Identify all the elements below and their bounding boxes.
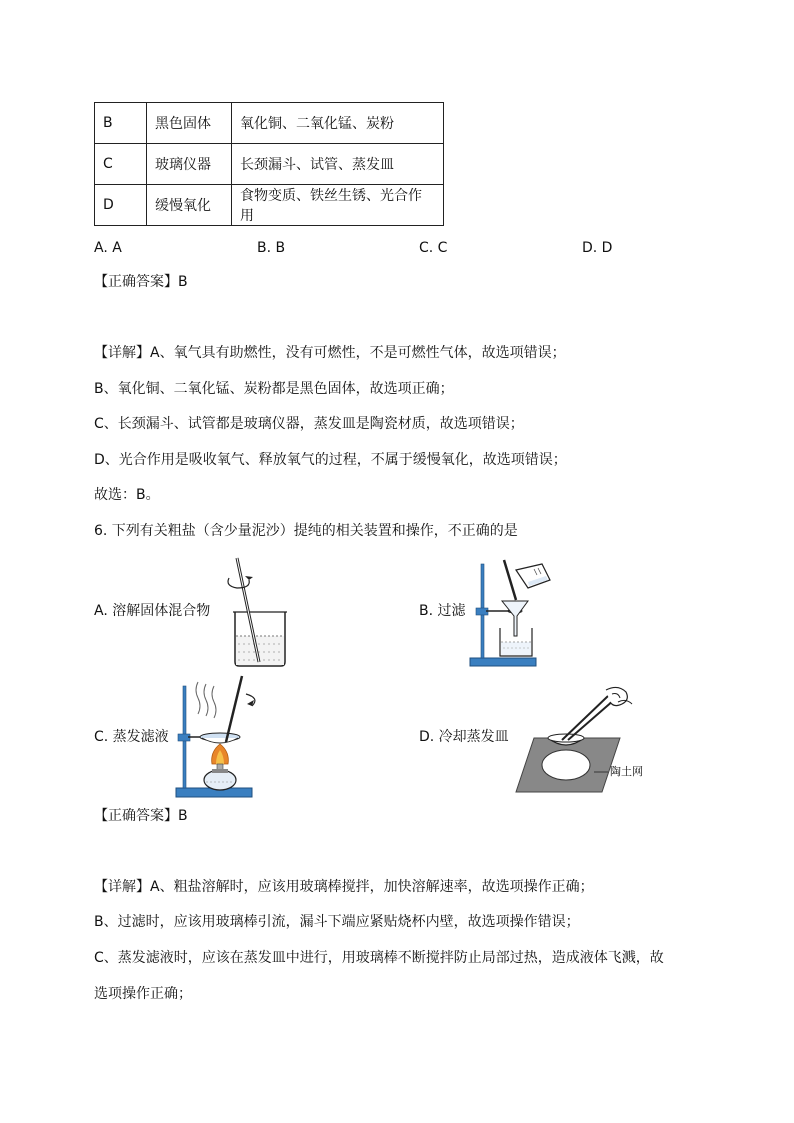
table-cell-items: 食物变质、铁丝生锈、光合作用 — [232, 185, 444, 226]
question-stem: 6. 下列有关粗盐（含少量泥沙）提纯的相关装置和操作，不正确的是 — [94, 523, 518, 539]
cooling-evaporating-dish-figure — [514, 682, 674, 794]
choice-b[interactable]: B. B — [257, 240, 286, 256]
explanation-line: B、过滤时，应该用玻璃棒引流，漏斗下端应紧贴烧杯内壁，故选项操作错误； — [94, 914, 580, 930]
table-cell-category: 黑色固体 — [147, 103, 232, 144]
table-cell-category: 缓慢氧化 — [147, 185, 232, 226]
table-row — [95, 103, 444, 144]
explanation-line: C、长颈漏斗、试管都是玻璃仪器，蒸发皿是陶瓷材质，故选项错误； — [94, 416, 524, 432]
table-cell-items: 氧化铜、二氧化锰、炭粉 — [232, 103, 444, 144]
option-d-label[interactable]: D. 冷却蒸发皿 — [419, 729, 509, 745]
explanation-line: 【详解】A、氧气具有助燃性，没有可燃性，不是可燃性气体，故选项错误； — [94, 345, 566, 361]
explanation-line: B、氧化铜、二氧化锰、炭粉都是黑色固体，故选项正确； — [94, 381, 454, 397]
classification-table — [94, 102, 444, 226]
explanation-line: 故选：B。 — [94, 487, 160, 503]
explanation-line: D、光合作用是吸收氧气、释放氧气的过程，不属于缓慢氧化，故选项错误； — [94, 452, 567, 468]
table-cell-category: 玻璃仪器 — [147, 144, 232, 185]
choice-a[interactable]: A. A — [94, 240, 122, 256]
option-b-label[interactable]: B. 过滤 — [419, 603, 466, 619]
table-cell-option: D — [95, 185, 147, 226]
option-c-label[interactable]: C. 蒸发滤液 — [94, 729, 169, 745]
explanation-line: 【详解】A、粗盐溶解时，应该用玻璃棒搅拌，加快溶解速率，故选项操作正确； — [94, 879, 594, 895]
answer-q5: 【正确答案】B — [94, 274, 188, 290]
dissolving-beaker-figure — [225, 556, 295, 671]
table-row — [95, 185, 444, 226]
table-cell-option: B — [95, 103, 147, 144]
explanation-line: 选项操作正确； — [94, 986, 192, 1002]
choice-c[interactable]: C. C — [419, 240, 448, 256]
evaporation-apparatus-figure — [172, 676, 264, 801]
figure-d-label: 陶土网 — [610, 765, 643, 778]
table-cell-option: C — [95, 144, 147, 185]
choice-d[interactable]: D. D — [582, 240, 613, 256]
filtration-apparatus-figure — [468, 556, 560, 671]
table-row — [95, 144, 444, 185]
answer-q6: 【正确答案】B — [94, 808, 188, 824]
option-a-label[interactable]: A. 溶解固体混合物 — [94, 603, 211, 619]
table-cell-items: 长颈漏斗、试管、蒸发皿 — [232, 144, 444, 185]
explanation-line: C、蒸发滤液时，应该在蒸发皿中进行，用玻璃棒不断搅拌防止局部过热，造成液体飞溅，故 — [94, 950, 664, 966]
